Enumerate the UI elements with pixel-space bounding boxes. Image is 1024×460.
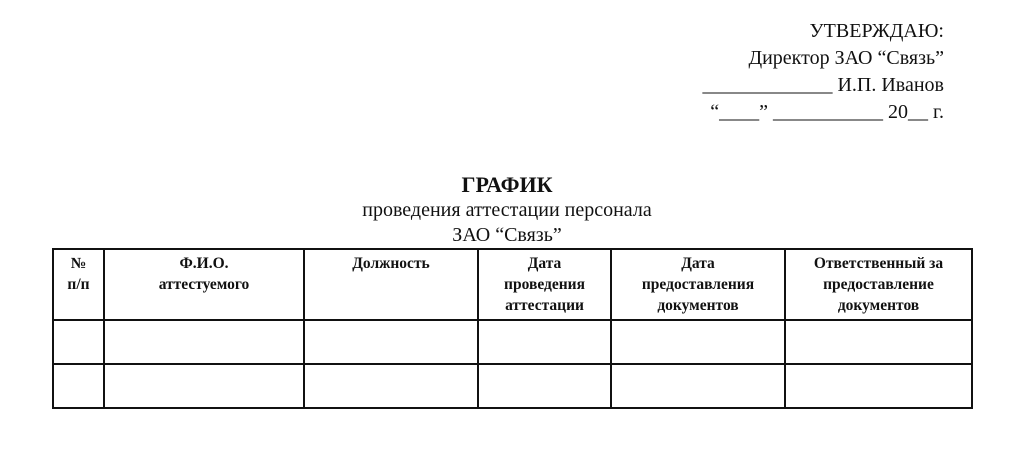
column-header: Должность xyxy=(304,249,478,320)
table-cell xyxy=(478,320,611,364)
table-header-row xyxy=(53,249,972,320)
table-cell xyxy=(104,320,304,364)
table-cell xyxy=(53,364,104,408)
table-row xyxy=(53,320,972,364)
document-subtitle: проведения аттестации персонала xyxy=(362,199,652,221)
column-header: Дата проведения аттестации xyxy=(478,249,611,320)
document-title: ГРАФИК xyxy=(461,172,553,197)
column-header: Ответственный за предоставление документов xyxy=(785,249,972,320)
schedule-table xyxy=(52,248,973,409)
table-cell xyxy=(611,320,785,364)
table-cell xyxy=(785,320,972,364)
table-cell xyxy=(304,364,478,408)
approval-signature-line: _____________ И.П. Иванов xyxy=(702,74,944,96)
approval-block xyxy=(624,18,944,126)
table-cell xyxy=(611,364,785,408)
column-header: Дата предоставления документов xyxy=(611,249,785,320)
approval-position: Директор ЗАО “Связь” xyxy=(748,47,944,69)
document-title-block xyxy=(0,172,1024,248)
table-cell xyxy=(53,320,104,364)
approval-heading: УТВЕРЖДАЮ: xyxy=(809,20,944,42)
document-organization: ЗАО “Связь” xyxy=(452,224,562,246)
approval-date-line: “____” ___________ 20__ г. xyxy=(710,101,944,123)
table-cell xyxy=(478,364,611,408)
table-cell xyxy=(785,364,972,408)
column-header: № п/п xyxy=(53,249,104,320)
table-cell xyxy=(104,364,304,408)
table-cell xyxy=(304,320,478,364)
column-header: Ф.И.О. аттестуемого xyxy=(104,249,304,320)
table-row xyxy=(53,364,972,408)
